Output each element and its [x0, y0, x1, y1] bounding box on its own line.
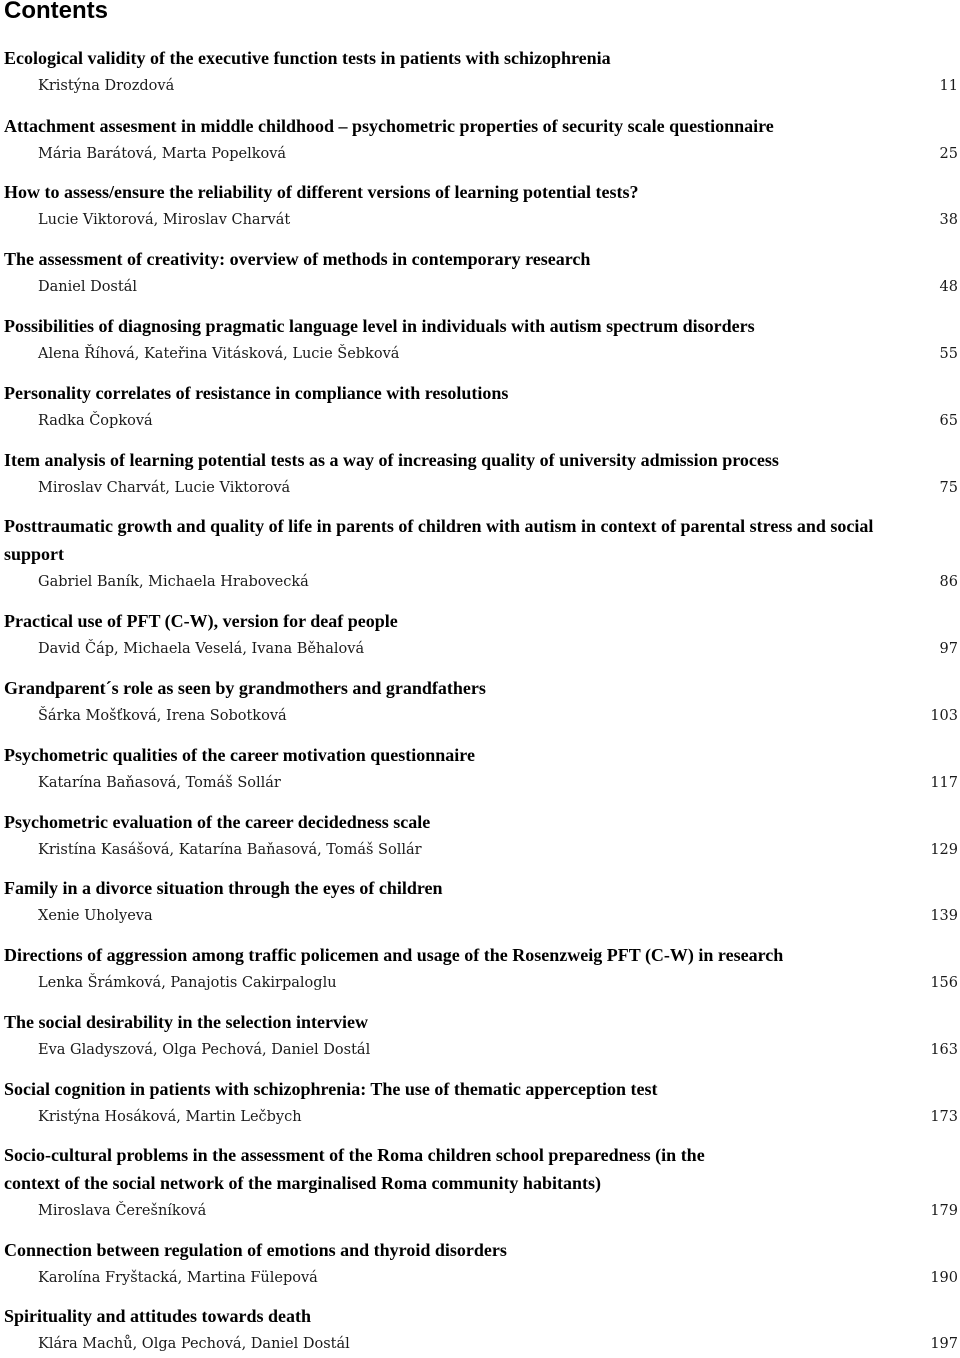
entry-page-number: 86	[939, 574, 958, 590]
entry-authors: Mária Barátová, Marta Popelková	[38, 146, 287, 162]
entry-authors: Gabriel Baník, Michaela Hrabovecká	[38, 574, 309, 590]
entry-authors: Eva Gladyszová, Olga Pechová, Daniel Dostál	[38, 1042, 371, 1058]
entry-page-number: 55	[939, 346, 958, 362]
entry-title: Social cognition in patients with schizophrenia: The use of thematic apperception test	[4, 1079, 658, 1099]
entry-page-number: 75	[939, 480, 958, 496]
entry-meta	[0, 273, 960, 301]
entry-title: Item analysis of learning potential tests as a way of increasing quality of university admission process	[4, 450, 779, 470]
entry-title: Attachment assesment in middle childhood – psychometric properties of security scale questionnaire	[4, 116, 774, 136]
page-title: Contents	[4, 0, 108, 24]
entry-meta	[0, 206, 960, 234]
toc-entry	[0, 112, 960, 168]
toc-entry	[0, 941, 960, 997]
entry-authors: Miroslav Charvát, Lucie Viktorová	[38, 480, 291, 496]
entry-page-number: 65	[939, 413, 958, 429]
entry-meta	[0, 72, 960, 100]
entry-page-number: 156	[930, 975, 958, 991]
toc-entry	[0, 446, 960, 502]
toc-entry	[0, 1008, 960, 1064]
entry-authors: Daniel Dostál	[38, 279, 137, 295]
entry-page-number: 48	[939, 279, 958, 295]
entry-title: Socio-cultural problems in the assessment of the Roma children school preparedness (in the context of the social network of the marginalised Roma community habitants)	[4, 1145, 705, 1193]
entry-authors: Kristýna Drozdová	[38, 78, 175, 94]
entry-title: Grandparent´s role as seen by grandmothers and grandfathers	[4, 678, 486, 698]
toc-entry	[0, 674, 960, 730]
toc-entry	[0, 741, 960, 797]
entry-meta	[0, 1103, 960, 1131]
toc-entry	[0, 874, 960, 930]
entry-authors: Katarína Baňasová, Tomáš Sollár	[38, 775, 281, 791]
entry-authors: Karolína Fryštacká, Martina Fülepová	[38, 1270, 318, 1286]
entry-title: Possibilities of diagnosing pragmatic language level in individuals with autism spectrum disorders	[4, 316, 755, 336]
toc-entry	[0, 808, 960, 864]
entry-meta	[0, 568, 960, 596]
toc-entry	[0, 607, 960, 663]
toc-entry	[0, 512, 960, 596]
entry-title: Psychometric qualities of the career motivation questionnaire	[4, 745, 475, 765]
entry-page-number: 179	[930, 1203, 958, 1219]
entry-page-number: 139	[930, 908, 958, 924]
entry-title: Personality correlates of resistance in compliance with resolutions	[4, 383, 509, 403]
entry-authors: Kristýna Hosáková, Martin Lečbych	[38, 1109, 302, 1125]
entry-title: Connection between regulation of emotions and thyroid disorders	[4, 1240, 507, 1260]
entry-title: Posttraumatic growth and quality of life in parents of children with autism in context of parental stress and social support	[4, 516, 874, 564]
entry-meta	[0, 836, 960, 864]
entry-authors: Miroslava Čerešníková	[38, 1203, 207, 1219]
toc-entry	[0, 379, 960, 435]
entry-title: The social desirability in the selection interview	[4, 1012, 368, 1032]
entry-page-number: 25	[939, 146, 958, 162]
entry-authors: Kristína Kasášová, Katarína Baňasová, Tomáš Sollár	[38, 842, 422, 858]
entry-page-number: 117	[930, 775, 958, 791]
entry-meta	[0, 474, 960, 502]
entry-meta	[0, 635, 960, 663]
entry-page-number: 11	[939, 78, 958, 94]
entry-title: Psychometric evaluation of the career decidedness scale	[4, 812, 431, 832]
entry-page-number: 163	[930, 1042, 958, 1058]
entry-page-number: 38	[939, 212, 958, 228]
entry-page-number: 197	[930, 1336, 958, 1352]
entry-meta	[0, 1036, 960, 1064]
entry-title: Spirituality and attitudes towards death	[4, 1306, 312, 1326]
toc-entry	[0, 178, 960, 234]
entry-page-number: 103	[930, 708, 958, 724]
entry-authors: Alena Říhová, Kateřina Vitásková, Lucie Šebková	[38, 346, 400, 362]
entry-authors: Radka Čopková	[38, 413, 153, 429]
entry-authors: Lucie Viktorová, Miroslav Charvát	[38, 212, 291, 228]
entry-meta	[0, 340, 960, 368]
entry-meta	[0, 1197, 960, 1225]
entry-meta	[0, 407, 960, 435]
entry-page-number: 97	[939, 641, 958, 657]
entry-title: Practical use of PFT (C-W), version for deaf people	[4, 611, 398, 631]
toc-entry	[0, 1075, 960, 1131]
toc-entry	[0, 1141, 960, 1225]
entry-authors: Xenie Uholyeva	[38, 908, 153, 924]
toc-entry	[0, 1302, 960, 1358]
entry-title: The assessment of creativity: overview of methods in contemporary research	[4, 249, 591, 269]
entry-authors: David Čáp, Michaela Veselá, Ivana Běhalová	[38, 641, 365, 657]
entry-authors: Klára Machů, Olga Pechová, Daniel Dostál	[38, 1336, 350, 1352]
entry-meta	[0, 769, 960, 797]
entry-page-number: 129	[930, 842, 958, 858]
toc-entry	[0, 245, 960, 301]
entry-meta	[0, 702, 960, 730]
entry-title: Directions of aggression among traffic policemen and usage of the Rosenzweig PFT (C-W) in research	[4, 945, 784, 965]
entry-meta	[0, 1330, 960, 1358]
entry-title: Ecological validity of the executive function tests in patients with schizophrenia	[4, 48, 611, 68]
entry-meta	[0, 902, 960, 930]
entry-page-number: 190	[930, 1270, 958, 1286]
toc-entry	[0, 1236, 960, 1292]
entry-title: Family in a divorce situation through the eyes of children	[4, 878, 443, 898]
entry-page-number: 173	[930, 1109, 958, 1125]
entry-title: How to assess/ensure the reliability of different versions of learning potential tests?	[4, 182, 639, 202]
entry-meta	[0, 140, 960, 168]
entry-meta	[0, 1264, 960, 1292]
toc-entry	[0, 312, 960, 368]
entry-meta	[0, 969, 960, 997]
entry-authors: Šárka Mošťková, Irena Sobotková	[38, 708, 287, 724]
toc-entry	[0, 44, 960, 100]
entry-authors: Lenka Šrámková, Panajotis Cakirpaloglu	[38, 975, 337, 991]
